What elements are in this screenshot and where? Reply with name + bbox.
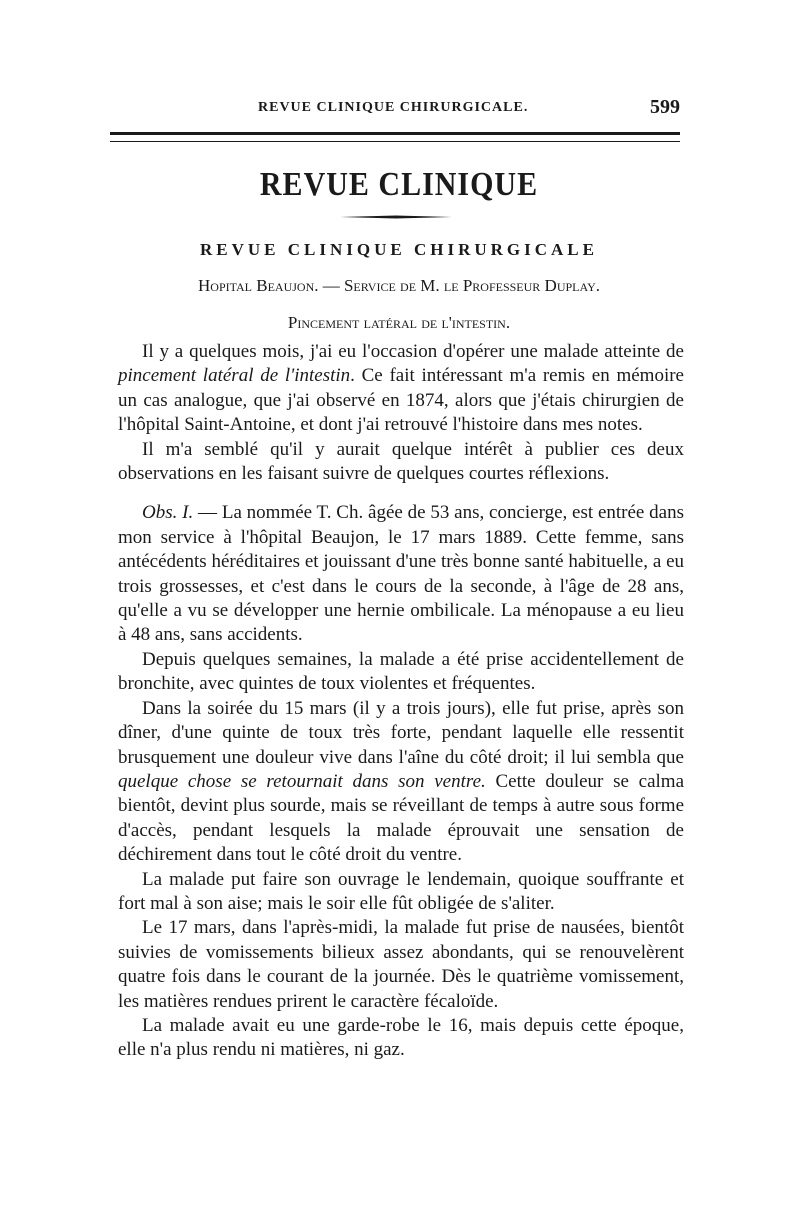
hospital-service-line: Hopital Beaujon. — Service de M. le Professeur Duplay. xyxy=(198,276,600,295)
paragraph-6: La malade put faire son ouvrage le lendemain, quoique souffrante et fort mal à son aise; mais le soir elle fût obligée de s'aliter. xyxy=(118,868,684,914)
paragraph-1-text-c: . Ce fait intéressant m'a remis en mémoire un cas analogue, que j'ai observé en 1874, alors que j'étais chirurgien de l'hôpital Saint-Antoine, et dont j'ai retrouvé l'histoire dans mes notes. xyxy=(118,365,684,436)
running-title: REVUE CLINIQUE CHIRURGICALE. xyxy=(258,100,529,115)
paragraph-1-italic: pincement latéral de l'intestin xyxy=(118,365,351,387)
paragraph-5-text-a: Dans la soirée du 15 mars (il y a trois jours), elle fut prise, après son dîner, d'une quinte de toux très forte, pendant laquelle elle ressentit brusquement une douleur vive dans l'aîne du côté droit; il lui sembla que xyxy=(118,697,684,768)
paragraph-5-text-c: Cette douleur se calma bientôt, devint plus sourde, mais se réveillant de temps à autre sous forme d'accès, pendant lesquels la malade éprouvait une sensation de déchirement dans tout le côté droit du ventre. xyxy=(118,770,684,866)
paragraph-4: Depuis quelques semaines, la malade a été prise accidentellement de bronchite, avec quintes de toux violentes et fréquentes. xyxy=(118,648,684,695)
paragraph-3-observation xyxy=(118,501,684,647)
paragraph-5-italic: quelque chose se retournait dans son ventre. xyxy=(118,770,486,792)
paragraph-2: Il m'a semblé qu'il y aurait quelque intérêt à publier ces deux observations en les faisant suivre de quelques courtes réflexions. xyxy=(118,438,684,485)
body-text xyxy=(118,340,684,1063)
paragraph-1 xyxy=(118,340,684,438)
page-number: 599 xyxy=(650,96,680,118)
paragraph-1-text-a: Il y a quelques mois, j'ai eu l'occasion d'opérer une malade atteinte de xyxy=(142,341,684,362)
paragraph-8: La malade avait eu une garde-robe le 16, mais depuis cette époque, elle n'a plus rendu ni matières, ni gaz. xyxy=(118,1014,684,1061)
running-head xyxy=(118,98,680,122)
main-title: REVUE CLINIQUE xyxy=(259,165,539,203)
article-title: Pincement latéral de l'intestin. xyxy=(287,313,511,332)
paragraph-3-text: — La nommée T. Ch. âgée de 53 ans, concierge, est entrée dans mon service à l'hôpital Beaujon, le 17 mars 1889. Cette femme, sans antécédents héréditaires et jouissant d'une très bonne santé habituelle, a eu trois grossesses, et c'est dans le cours de la seconde, à l'âge de 28 ans, qu'elle a vu se développer une hernie ombilicale. La ménopause a eu lieu à 48 ans, sans accidents. xyxy=(118,502,684,646)
header-rule-thick xyxy=(110,132,680,135)
ornament-rule xyxy=(340,214,452,220)
header-rule-thin xyxy=(110,141,680,142)
paragraph-7: Le 17 mars, dans l'après-midi, la malade fut prise de nausées, bientôt suivies de vomissements bilieux assez abondants, qui se renouvelèrent quatre fois dans le courant de la journée. Dès le quatrième vomissement, les matières rendues prirent le caractère fécaloïde. xyxy=(118,917,684,1012)
paragraph-5 xyxy=(118,697,684,868)
section-title: REVUE CLINIQUE CHIRURGICALE xyxy=(200,240,598,259)
observation-label: Obs. I. xyxy=(142,502,194,524)
